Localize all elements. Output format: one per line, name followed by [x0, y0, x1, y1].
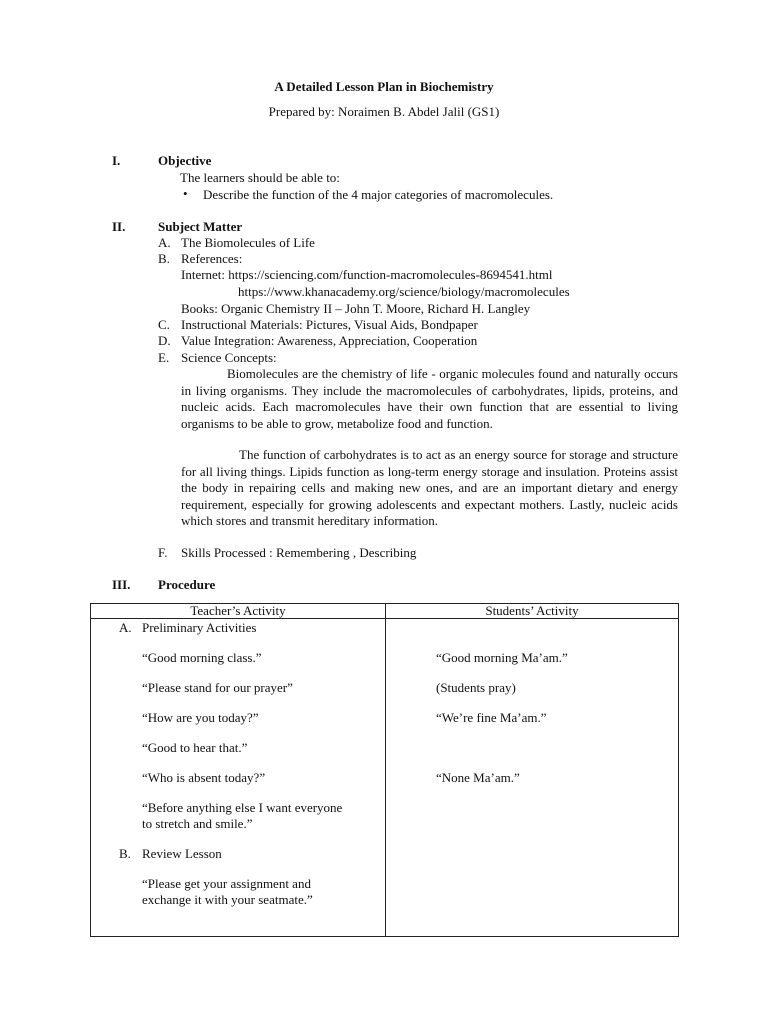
document-title: A Detailed Lesson Plan in Biochemistry [274, 79, 494, 94]
reference-internet-2: https://www.khanacademy.org/science/biology/macromolecules [238, 284, 570, 299]
student-line-greeting: “Good morning Ma’am.” [436, 650, 568, 665]
list-letter-d: D. [158, 333, 171, 348]
teacher-line-assignment-1: “Please get your assignment and [142, 876, 311, 891]
section-heading-subject: Subject Matter [158, 219, 243, 234]
list-letter-e: E. [158, 350, 170, 365]
students-activity-header: Students’ Activity [485, 603, 579, 618]
section-heading-objective: Objective [158, 153, 212, 168]
reference-books: Books: Organic Chemistry II – John T. Moore, Richard H. Langley [181, 301, 531, 316]
reference-internet-1: Internet: https://sciencing.com/function-macromolecules-8694541.html [181, 267, 553, 282]
teacher-line-how-are-you: “How are you today?” [142, 710, 259, 725]
teacher-line-good-to-hear: “Good to hear that.” [142, 740, 248, 755]
section-numeral-procedure: III. [112, 577, 131, 592]
bullet-icon: • [183, 186, 188, 201]
skills-processed: Skills Processed : Remembering , Describing [181, 545, 417, 560]
instructional-materials: Instructional Materials: Pictures, Visual Aids, Bondpaper [181, 317, 478, 332]
preliminary-activities-label: Preliminary Activities [142, 620, 257, 635]
science-concepts-paragraph-2: The function of carbohydrates is to act as an energy source for storage and structure for all living things. Lipids function as long-term energy storage and insulation. Proteins assist the body in repairing cells and making new ones, and are an important dietary and energy requirement, especially for growing adolescents and expectant mothers. Lastly, nucleic acids which stores and transmit hereditary information. [181, 447, 678, 528]
teacher-line-stretch-2: to stretch and smile.” [142, 816, 253, 831]
list-letter-f: F. [158, 545, 168, 560]
teacher-line-prayer: “Please stand for our prayer” [142, 680, 293, 695]
list-letter-a: A. [158, 235, 171, 250]
section-numeral-objective: I. [112, 153, 121, 168]
review-letter: B. [119, 846, 131, 861]
list-letter-c: C. [158, 317, 170, 332]
science-concepts-label: Science Concepts: [181, 350, 277, 365]
teacher-line-greeting: “Good morning class.” [142, 650, 262, 665]
topic-text: The Biomolecules of Life [181, 235, 315, 250]
science-concepts-paragraph-1: Biomolecules are the chemistry of life - organic molecules found and naturally occurs in living organisms. They include the macromolecules of carbohydrates, lipids, proteins, and nucleic acids. Each macromolecules have their own function that are essential to living organisms to be able to grow, metabolize food and function. [181, 366, 678, 431]
student-line-none: “None Ma’am.” [436, 770, 520, 785]
section-heading-procedure: Procedure [158, 577, 216, 592]
teacher-activity-header: Teacher’s Activity [190, 603, 286, 618]
objective-intro: The learners should be able to: [180, 170, 340, 185]
section-numeral-subject: II. [112, 219, 126, 234]
procedure-table [90, 603, 679, 937]
value-integration: Value Integration: Awareness, Appreciation, Cooperation [181, 333, 478, 348]
teacher-line-stretch-1: “Before anything else I want everyone [142, 800, 343, 815]
prelim-letter: A. [119, 620, 132, 635]
teacher-line-absent: “Who is absent today?” [142, 770, 266, 785]
list-letter-b: B. [158, 251, 170, 266]
table-column-divider [385, 604, 386, 936]
review-lesson-label: Review Lesson [142, 846, 222, 861]
references-label: References: [181, 251, 243, 266]
student-line-fine: “We’re fine Ma’am.” [436, 710, 547, 725]
teacher-line-assignment-2: exchange it with your seatmate.” [142, 892, 313, 907]
objective-item: Describe the function of the 4 major categories of macromolecules. [203, 187, 554, 202]
prepared-by: Prepared by: Noraimen B. Abdel Jalil (GS1) [268, 104, 500, 119]
student-line-prayer: (Students pray) [436, 680, 516, 695]
